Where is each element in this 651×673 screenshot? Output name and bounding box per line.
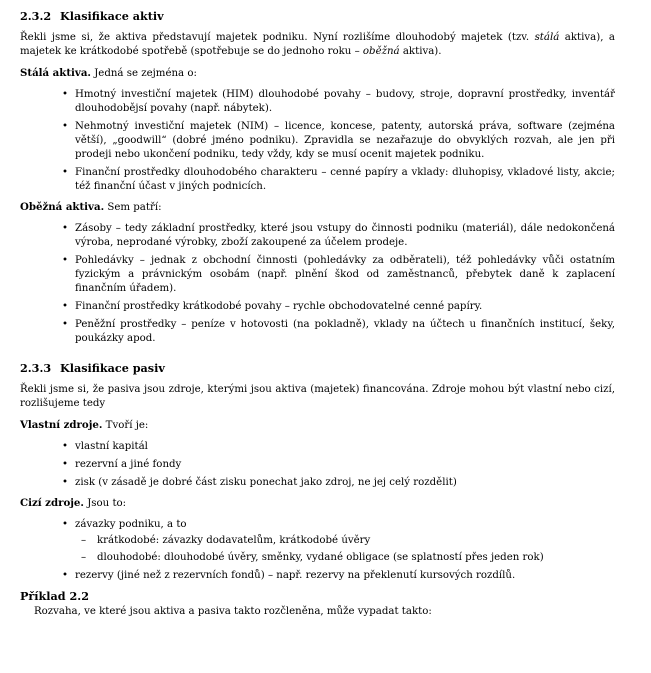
paragraph-heading: Vlastní zdroje. [20, 419, 103, 431]
example-text: Rozvaha, ve které jsou aktiva a pasiva takto rozčleněna, může vypadat takto: [34, 606, 432, 617]
aktiva-intro-paragraph [20, 31, 615, 59]
section-heading-klasifikace-aktiv [20, 8, 615, 24]
vlastni-zdroje-list [20, 440, 615, 490]
paragraph-lead: Tvoří je: [102, 420, 149, 431]
section-spacer [20, 352, 615, 360]
stala-aktiva-list [20, 88, 615, 194]
intro-emphasis-obezna: oběžná [362, 46, 400, 57]
list-item [20, 518, 615, 565]
stala-aktiva-paragraph [20, 66, 615, 81]
obezna-aktiva-list [20, 222, 615, 346]
paragraph-lead: Jsou to: [83, 498, 127, 509]
list-item: • Nehmotný investiční majetek (NIM) – licence, koncese, patenty, autorská práva, software (zejména větší), „goodwill“ (dobré jméno podniku). Zpravidla se nezařazuje do obvyklých rozvah, ale jen při prodeji nebo ukončení podniku, tedy vždy, kdy se musí ocenit majetek podniku. [20, 120, 615, 162]
paragraph-heading: Cizí zdroje. [20, 497, 84, 509]
list-item: • Finanční prostředky dlouhodobého charakteru – cenné papíry a vklady: dluhopisy, vkladové listy, akcie; též finanční účast v jiných podnicích. [20, 166, 615, 194]
list-item: • Hmotný investiční majetek (HIM) dlouhodobé povahy – budovy, stroje, dopravní prostředky, inventář dlouhodobějsí povahy (např. nábytek). [20, 88, 615, 116]
intro-text: aktiva), a majetek ke krátkodobé spotřebě (spotřebuje se do jednoho roku – [20, 32, 615, 57]
paragraph-heading: Oběžná aktiva. [20, 201, 105, 213]
section-title: Klasifikace pasiv [60, 361, 165, 375]
section-heading-klasifikace-pasiv [20, 360, 615, 376]
paragraph-heading: Stálá aktiva. [20, 67, 91, 79]
section-number: 2.3.2 [20, 9, 52, 23]
vlastni-zdroje-paragraph [20, 418, 615, 433]
section-number: 2.3.3 [20, 361, 52, 375]
list-item: • Peněžní prostředky – peníze v hotovosti (na pokladně), vklady na účtech u finančních institucí, šeky, poukázky apod. [20, 318, 615, 346]
list-item: • Zásoby – tedy základní prostředky, které jsou vstupy do činnosti podniku (materiál), dále nedokončená výroba, neprodané výrobky, zboží zakoupené za účelem prodeje. [20, 222, 615, 250]
nested-list [75, 534, 615, 565]
list-item: • rezervní a jiné fondy [20, 458, 615, 472]
cizi-zdroje-paragraph [20, 496, 615, 511]
intro-text: Řekli jsme si, že aktiva představují majetek podniku. Nyní rozlišíme dlouhodobý majetek (tzv. [20, 32, 535, 43]
list-item: • Finanční prostředky krátkodobé povahy – rychle obchodovatelné cenné papíry. [20, 300, 615, 314]
paragraph-lead: Sem patří: [104, 202, 162, 213]
list-item-text: závazky podniku, a to [75, 519, 187, 530]
list-item: • zisk (v zásadě je dobré část zisku ponechat jako zdroj, ne jej celý rozdělit) [20, 476, 615, 490]
list-item: • vlastní kapitál [20, 440, 615, 454]
example-title: Příklad 2.2 [20, 589, 89, 603]
paragraph-lead: Jedná se zejména o: [90, 68, 197, 79]
section-title: Klasifikace aktiv [60, 9, 164, 23]
obezna-aktiva-paragraph [20, 200, 615, 215]
intro-emphasis-stala: stálá [534, 32, 560, 43]
list-item: • Pohledávky – jednak z obchodní činnosti (pohledávky za odběrateli), též pohledávky vůči ostatním fyzickým a právnickým osobám (např. plnění škod od zaměstnanců, přebytek daně k zaplacení finančním úřadem). [20, 254, 615, 296]
list-item: • rezervy (jiné než z rezervních fondů) – např. rezervy na překlenutí kursových rozdílů. [20, 569, 615, 583]
pasiva-intro-paragraph: Řekli jsme si, že pasiva jsou zdroje, kterými jsou aktiva (majetek) financována. Zdroje mohou být vlastní nebo cizí, rozlišujeme tedy [20, 384, 615, 409]
cizi-zdroje-list [20, 518, 615, 583]
nested-list-item: – dlouhodobé: dlouhodobé úvěry, směnky, vydané obligace (se splatností přes jeden rok) [75, 551, 615, 565]
nested-list-item: – krátkodobé: závazky dodavatelům, krátkodobé úvěry [75, 534, 615, 548]
intro-text: aktiva). [399, 46, 442, 57]
document-page [20, 8, 615, 619]
